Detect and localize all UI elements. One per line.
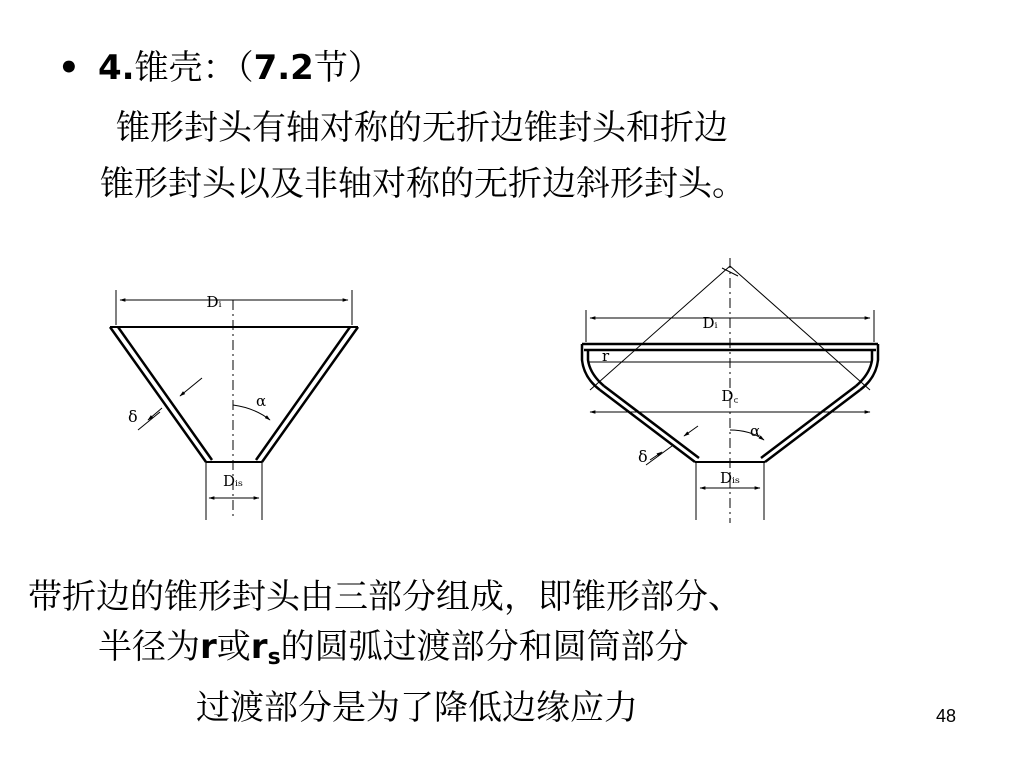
summary-line-2-a: 半径为: [98, 627, 200, 667]
heading-title: 锥壳：（: [134, 48, 254, 88]
intro-line-1: 锥形封头有轴对称的无折边锥封头和折边: [116, 108, 728, 148]
summary-line-3: 过渡部分是为了降低边缘应力: [196, 688, 638, 728]
left-label-dis: Dᵢₛ: [222, 472, 244, 490]
cone-heads-figure: [90, 240, 940, 530]
page-number: 48: [936, 706, 957, 726]
summary-line-2-b: 的圆弧过渡部分和圆筒部分: [280, 627, 689, 667]
summary-r: r: [200, 627, 217, 667]
summary-line-1: 带折边的锥形封头由三部分组成，即锥形部分、: [28, 577, 742, 617]
heading-number: 4.: [98, 48, 135, 88]
right-label-angle: α: [750, 422, 761, 440]
right-label-dis: Dᵢₛ: [719, 469, 741, 487]
right-label-thickness: δ: [638, 447, 648, 466]
left-label-di: Dᵢ: [206, 293, 222, 311]
heading-section: 7.2: [253, 48, 314, 88]
intro-line-2: 锥形封头以及非轴对称的无折边斜形封头。: [100, 164, 746, 204]
left-label-angle: α: [256, 392, 267, 410]
summary-line-2: [0, 622, 1024, 683]
right-label-dc: D꜀: [721, 387, 739, 405]
right-label-di: Dᵢ: [702, 314, 718, 332]
bullet-icon: •: [58, 48, 80, 88]
summary-or: 或: [216, 627, 251, 667]
heading: [58, 40, 382, 89]
right-label-radius: r: [602, 347, 610, 365]
intro-paragraph: [100, 100, 980, 212]
summary-paragraph: [0, 572, 1024, 733]
heading-section-suffix: 节）: [313, 48, 382, 88]
left-label-thickness: δ: [128, 407, 138, 426]
summary-rs: r: [250, 627, 268, 667]
summary-rs-subscript: s: [267, 645, 281, 670]
